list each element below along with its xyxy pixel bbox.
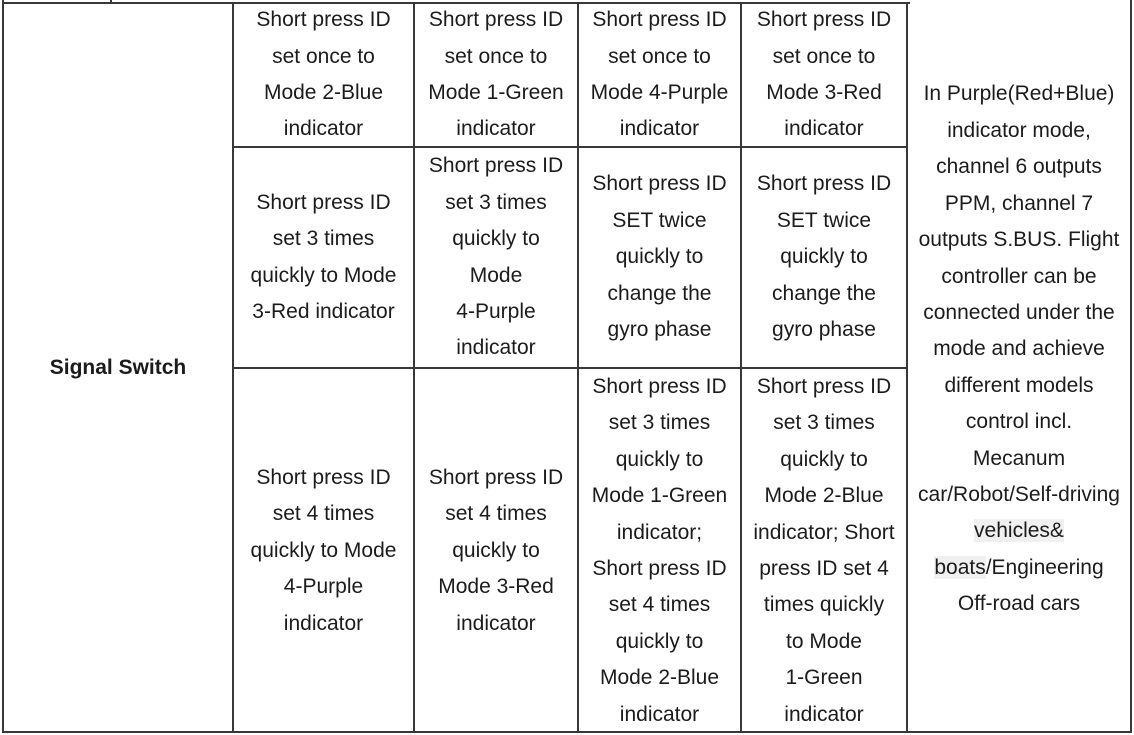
text-line: connected under the <box>923 300 1115 324</box>
text-line: car/Robot/Self-driving <box>918 482 1120 506</box>
text-line: controller can be <box>941 264 1097 288</box>
text-line: indicator <box>619 117 700 141</box>
text-line: set 4 times <box>608 593 711 617</box>
text-line: control incl. <box>965 410 1073 434</box>
text-line: 3-Red indicator <box>252 299 395 323</box>
text-line: Short press ID <box>592 557 727 581</box>
row-label-signal-switch: Signal Switch <box>4 4 234 733</box>
text-line: Short press ID <box>256 190 391 214</box>
text-line: outputs S.BUS. Flight <box>918 228 1120 252</box>
text-line: set 4 times <box>445 502 547 526</box>
text-line: quickly to <box>452 538 540 562</box>
text-line: Short press ID <box>592 375 727 398</box>
highlighted-text: boats <box>934 555 986 579</box>
text-line: Off-road cars <box>957 592 1081 616</box>
text-line: Mode 4-Purple <box>590 81 729 104</box>
text-line: indicator <box>784 117 864 141</box>
note-cell-purple-mode <box>908 4 1130 733</box>
cell-col4-row2 <box>742 148 908 369</box>
text-line: Short press ID <box>592 172 727 196</box>
cell-col1-row1 <box>234 4 415 148</box>
cell-col4-row3 <box>742 369 908 733</box>
highlighted-text: vehicles& <box>974 519 1064 543</box>
text-line: 4-Purple <box>456 299 536 323</box>
text-line: Short press ID <box>592 8 727 32</box>
text-line: Mode 3-Red <box>766 81 882 104</box>
text-line: SET twice <box>612 208 707 232</box>
text-line: In Purple(Red+Blue) <box>923 82 1115 106</box>
text-line: PPM, channel 7 <box>944 191 1094 215</box>
text-line: set once to <box>444 44 548 68</box>
text-line: quickly to Mode <box>250 538 397 562</box>
text-line: different models <box>944 373 1094 397</box>
text-line: set once to <box>272 44 375 68</box>
cell-col2-row1 <box>415 4 579 148</box>
text-line: indicator <box>456 611 536 635</box>
text-line: indicator <box>283 611 364 635</box>
text-line: Mecanum <box>972 446 1066 470</box>
text-line: Mode 2-Blue <box>263 81 384 104</box>
cell-col4-row1 <box>742 4 908 148</box>
cell-col2-row2 <box>415 148 579 369</box>
text-line: 1-Green <box>785 666 863 690</box>
text-line: Short press ID <box>756 8 892 32</box>
table-grid <box>4 4 1130 731</box>
text-line: indicator; Short <box>753 520 895 544</box>
text-line: set 3 times <box>773 411 875 435</box>
text-line: set 3 times <box>608 411 711 435</box>
text-line: quickly to <box>780 447 868 471</box>
text-line <box>974 513 1064 549</box>
text-line: gyro phase <box>607 318 712 342</box>
text-line: set once to <box>608 44 711 68</box>
text-line: indicator <box>784 702 864 726</box>
text-line: 4-Purple <box>283 575 364 599</box>
signal-switch-table <box>2 0 1132 733</box>
text-line: Short press ID <box>428 8 564 32</box>
text-line: Short press ID <box>428 154 564 178</box>
text-line: Mode 1-Green <box>428 81 564 104</box>
text-line: indicator <box>456 336 536 360</box>
text-line: quickly to <box>615 629 704 653</box>
text-line: set 4 times <box>272 502 375 526</box>
text-line: quickly to <box>780 245 868 269</box>
text-line: Mode 1-Green <box>591 484 728 508</box>
cell-col2-row3 <box>415 369 579 733</box>
text-line: quickly to <box>615 245 704 269</box>
cell-col3-row2 <box>579 148 742 369</box>
cell-col1-row3 <box>234 369 415 733</box>
text-line <box>934 550 1103 586</box>
text-line: change the <box>772 281 876 305</box>
text-line: Short press ID <box>756 375 892 398</box>
cell-col3-row1 <box>579 4 742 148</box>
text-line: quickly to <box>615 447 704 471</box>
text-line: Mode 3-Red <box>438 575 554 599</box>
text-line: Short press ID <box>256 8 391 32</box>
text-line: indicator <box>619 702 700 726</box>
text-line: channel 6 outputs <box>936 155 1102 179</box>
text-line: press ID set 4 <box>759 557 889 581</box>
text-line: Mode <box>469 263 523 287</box>
cell-col3-row3 <box>579 369 742 733</box>
cell-col1-row2 <box>234 148 415 369</box>
text-line: Short press ID <box>756 172 892 196</box>
text-line: change the <box>607 281 712 305</box>
text-line: times quickly <box>763 593 885 617</box>
text-line: indicator <box>456 117 536 141</box>
text-line: Short press ID <box>256 466 391 490</box>
text-segment: /Engineering <box>985 555 1104 579</box>
text-line: set once to <box>772 44 876 68</box>
text-line: to Mode <box>786 629 862 653</box>
text-line: set 3 times <box>272 227 375 251</box>
text-line: gyro phase <box>772 318 876 342</box>
text-line: indicator <box>283 117 364 141</box>
text-line: Mode 2-Blue <box>764 484 884 508</box>
text-line: set 3 times <box>445 190 547 214</box>
text-line: Short press ID <box>428 466 564 490</box>
text-line: quickly to Mode <box>250 263 397 287</box>
text-line: SET twice <box>776 208 872 232</box>
text-line: Mode 2-Blue <box>599 666 720 690</box>
text-line: indicator mode, <box>947 118 1091 142</box>
text-line: mode and achieve <box>933 337 1105 361</box>
text-line: quickly to <box>452 227 540 251</box>
text-line: indicator; <box>616 520 703 544</box>
